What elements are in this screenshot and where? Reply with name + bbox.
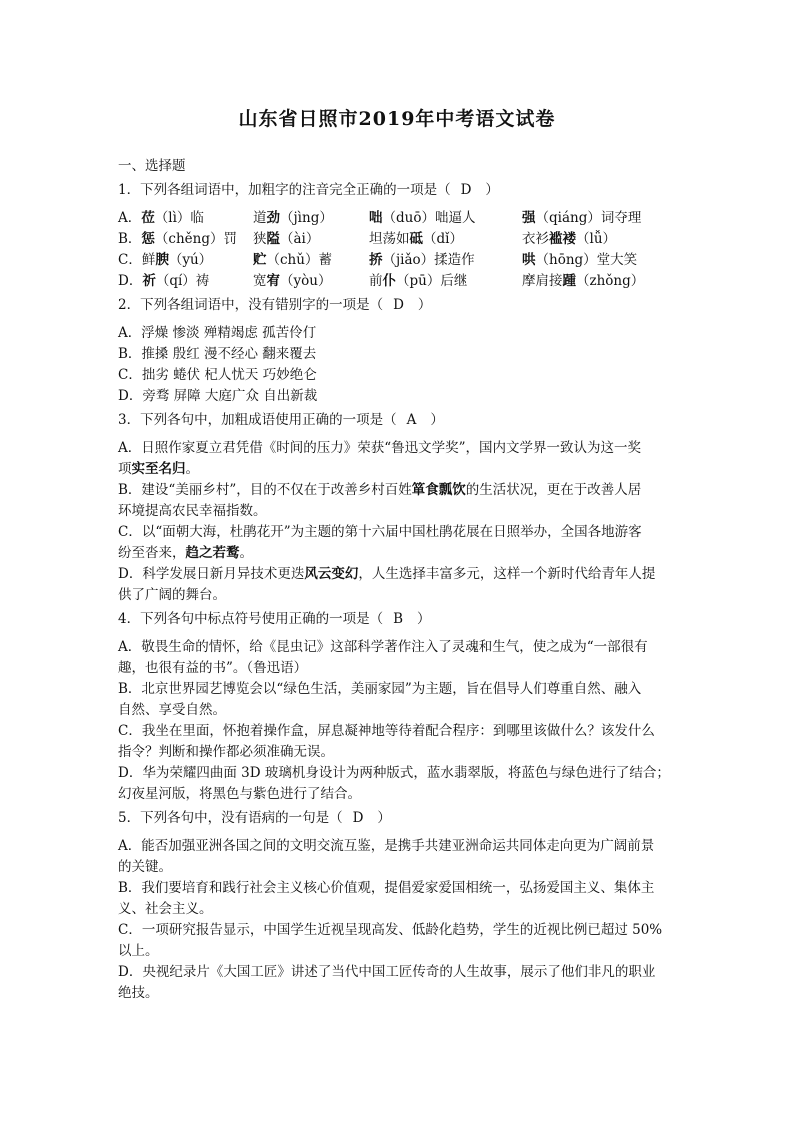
option-b-line: 环境提高农民幸福指数。 (118, 503, 267, 519)
question-5-stem: 5．下列各句中，没有语病的一句是（ D ） (118, 810, 391, 826)
option-b: B．推搡 殷红 漫不经心 翻来覆去 (118, 346, 317, 362)
question-3-stem: 3．下列各句中，加粗成语使用正确的一项是（ A ） (118, 412, 444, 428)
q1-option-cell: 狭隘（ài） (253, 231, 320, 247)
question-2-stem: 2．下列各组词语中，没有错别字的一项是（ D ） (118, 297, 432, 313)
option-line: B．北京世界园艺博览会以“绿色生活，美丽家园”为主题，旨在倡导人们尊重自然、融入 (118, 681, 642, 697)
option-line: 幻夜星河版，将黑色与紫色进行了结合。 (118, 786, 361, 802)
option-d-line: D．科学发展日新月异技术更迭风云变幻，人生选择丰富多元，这样一个新时代给青年人提 (118, 566, 656, 582)
option-line: C．一项研究报告显示，中国学生近视呈现高发、低龄化趋势，学生的近视比例已超过 50% (118, 922, 663, 938)
q1-option-cell: A．莅（lì）临 (118, 210, 204, 226)
option-a-line: A．日照作家夏立君凭借《时间的压力》荣获“鲁迅文学奖”，国内文学界一致认为这一奖 (118, 440, 642, 456)
option-a-line: 项实至名归。 (118, 461, 199, 477)
option-line: 自然、享受自然。 (118, 702, 226, 718)
page-title: 山东省日照市2019年中考语文试卷 (238, 108, 556, 130)
option-c-line: 纷至沓来，趋之若鹜。 (118, 545, 253, 561)
question-4-stem: 4．下列各句中标点符号使用正确的一项是（ B ） (118, 611, 431, 627)
q1-option-cell: D．祈（qí）祷 (118, 273, 210, 289)
option-line: D．央视纪录片《大国工匠》讲述了当代中国工匠传奇的人生故事，展示了他们非凡的职业 (118, 964, 656, 980)
q1-option-cell: 咄（duō）咄逼人 (369, 210, 476, 226)
option-line: A．敬畏生命的情怀，给《昆虫记》这部科学著作注入了灵魂和生气，使之成为“一部很有 (118, 639, 648, 655)
q1-option-cell: 前仆（pū）后继 (369, 273, 468, 289)
option-line: 义、社会主义。 (118, 901, 213, 917)
option-line: A．能否加强亚洲各国之间的文明交流互鉴，是携手共建亚洲命运共同体走向更为广阔前景 (118, 838, 655, 854)
question-2-answer: D (393, 297, 404, 313)
question-1-options (118, 208, 678, 292)
question-3-options (118, 438, 678, 606)
exam-content (118, 156, 678, 1007)
q1-option-cell: 坦荡如砥（dǐ） (369, 231, 463, 247)
question-1-stem: 1．下列各组词语中，加粗字的注音完全正确的一项是（ D ） (118, 182, 499, 198)
question-1-answer: D (460, 182, 472, 198)
option-a: A．浮燥 惨淡 殚精竭虑 孤苦伶仃 (118, 325, 317, 341)
option-c-line: C．以“面朝大海，杜鹃花开”为主题的第十六届中国杜鹃花展在日照举办，全国各地游客 (118, 524, 642, 540)
q1-option-cell: 摩肩接踵（zhǒng） (522, 273, 645, 289)
q1-option-cell: 挢（jiǎo）揉造作 (369, 252, 475, 268)
option-b-line: B．建设“美丽乡村”，目的不仅在于改善乡村百姓箪食瓢饮的生活状况，更在于改善人居 (118, 482, 642, 498)
option-line: C．我坐在里面，怀抱着操作盒，屏息凝神地等待着配合程序：到哪里该做什么？该发什么 (118, 723, 655, 739)
option-line: 趣，也很有益的书”。（鲁迅语） (118, 660, 308, 676)
option-d: D．旁骛 屏障 大庭广众 自出新裁 (118, 388, 318, 404)
q1-option-cell: B．惩（chěng）罚 (118, 231, 238, 247)
option-d-line: 供了广阔的舞台。 (118, 587, 226, 603)
q1-option-cell: 强（qiáng）词夺理 (522, 210, 642, 226)
question-4-options (118, 637, 678, 805)
option-line: 绝技。 (118, 985, 159, 1001)
option-line: D．华为荣耀四曲面 3D 玻璃机身设计为两种版式，蓝水翡翠版，将蓝色与绿色进行了结合； (118, 765, 670, 781)
question-5-options (118, 836, 678, 1004)
q1-option-cell: 道劲（jìng） (253, 210, 333, 226)
question-5-answer: D (352, 810, 364, 826)
q1-option-cell: 宽宥（yòu） (253, 273, 332, 289)
section-heading: 一、选择题 (118, 158, 186, 174)
question-4-answer: B (393, 611, 404, 627)
question-3-answer: A (406, 412, 417, 428)
q1-option-cell: C．鲜腴（yú） (118, 252, 213, 268)
option-line: B．我们要培育和践行社会主义核心价值观，提倡爱家爱国相统一，弘扬爱国主义、集体主 (118, 880, 655, 896)
option-c: C．拙劣 蜷伏 杞人忧天 巧妙绝仑 (118, 367, 317, 383)
option-line: 指令？判断和操作都必须准确无误。 (118, 744, 334, 760)
q1-option-cell: 哄（hōng）堂大笑 (522, 252, 638, 268)
option-line: 的关键。 (118, 859, 172, 875)
q1-option-cell: 贮（chǔ）蓄 (253, 252, 332, 268)
question-2-options (118, 323, 678, 407)
option-line: 以上。 (118, 943, 159, 959)
q1-option-cell: 衣衫褴褛（lǚ） (522, 231, 617, 247)
